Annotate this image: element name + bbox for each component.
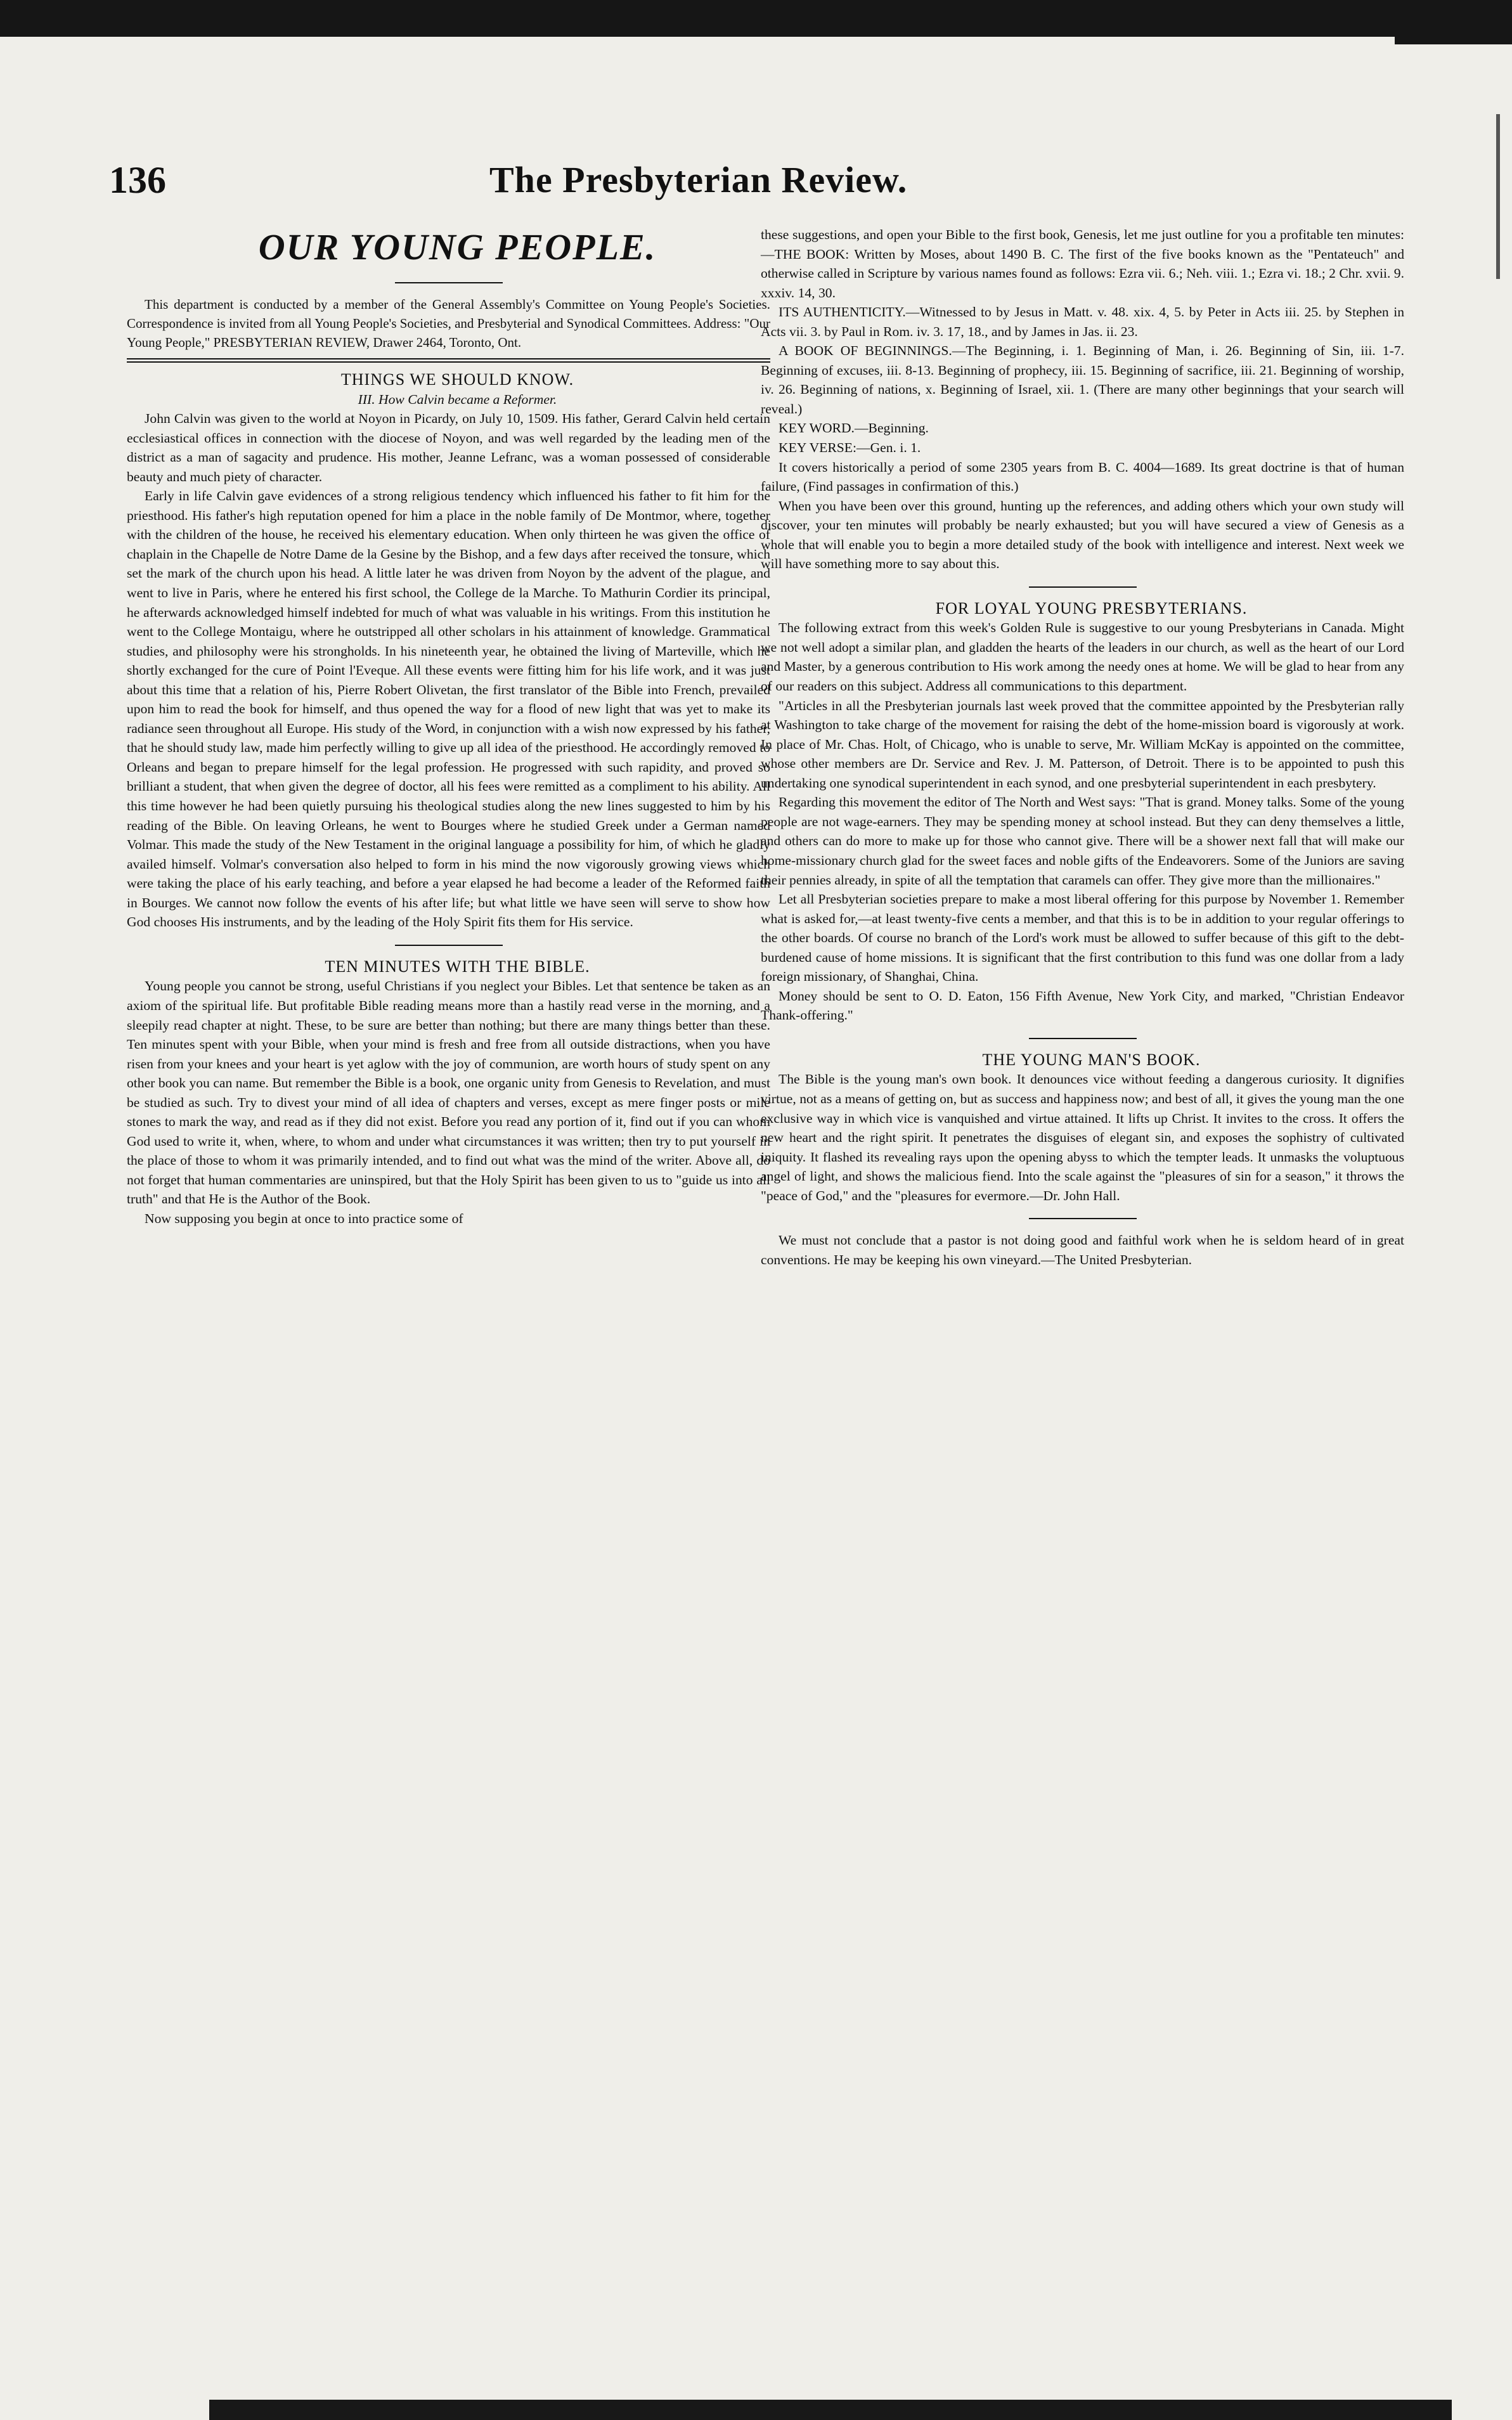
paragraph: KEY VERSE:—Gen. i. 1.	[779, 440, 921, 456]
section-title-young-mans-book: THE YOUNG MAN'S BOOK.	[982, 1050, 1201, 1069]
divider	[1029, 1038, 1137, 1039]
page-header	[109, 159, 1117, 203]
divider	[395, 945, 503, 946]
section-title-things: THINGS WE SHOULD KNOW.	[340, 370, 574, 389]
divider	[1029, 586, 1137, 588]
top-scan-border-edge	[1395, 37, 1512, 44]
paragraph: The following extract from this week's Golden Rule is suggestive to our young Presbyterians in Canada. Might we not well adopt a similar plan, and gladden the hearts of the leaders in our church, as well as the heart of our Lord and Master, by a generous contribution to His work among the needy ones at home. We will be glad to hear from any of our readers on this subject. Address all communications to this department.	[761, 620, 1404, 694]
paragraph: The Bible is the young man's own book. It denounces vice without feeding a dangerous curiosity. It dignifies virtue, not as a means of getting on, but as success and happiness now; and best of all, it gives the young man the one exclusive way in which vice is vanquished and virtue attained. It lifts up Christ. It invites to the cross. It offers the new heart and the right spirit. It penetrates the disguises of elegant sin, and exposes the sophistry of cultivated iniquity. It flashed its revealing rays upon the opening abyss to which the tempter leads. It unmasks the voluptuous angel of light, and shows the malicious fiend. Into the scale against the "pleasures of sin for a season," it throws the "peace of God," and the "pleasures for evermore.—Dr. John Hall.	[761, 1071, 1404, 1203]
paragraph: Young people you cannot be strong, useful Christians if you neglect your Bibles. Let that sentence be taken as an axiom of the spiritual life. But profitable Bible reading means more than a hastily read verse in the morning, and a sleepily read chapter at night. These, to be sure are better than nothing; but there are many things better than these. Ten minutes spent with your Bible, when your mind is fresh and free from all outside distractions, when you have risen from your knees and your heart is yet aglow with the joy of communion, are worth hours of study spent on any other book you can name. But remember the Bible is a book, one organic unity from Genesis to Revelation, and must be studied as such. Try to divest your mind of all idea of chapters and verses, except as mere finger posts or mile stones to mark the way, and read as if they did not exist. Before you read any portion of it, find out if you can whom God used to write it, when, where, to whom and under what circumstances it was written; then try to put yourself in the place of those to whom it was primarily intended, and to find out what was the mind of the writer. Above all, do not forget that human commentaries are uninspired, but that the Holy Spirit has been given to us to "guide us into all truth" and that He is the Author of the Book.	[127, 978, 770, 1207]
paragraph: Let all Presbyterian societies prepare to make a most liberal offering for this purpose by November 1. Remember what is asked for,—at least twenty-five cents a member, and that this is to be in addition to your regular offerings to the other boards. Of course no branch of the Lord's work must be allowed to suffer because of this gift to the debt-burdened cause of home missions. It is significant that the first contribution to this fund was one dollar from a lady foreign missionary, of Shanghai, China.	[761, 891, 1404, 985]
divider	[1029, 1218, 1137, 1219]
section-subtitle-calvin: III. How Calvin became a Reformer.	[358, 391, 557, 407]
page-number: 136	[109, 159, 166, 201]
paragraph: John Calvin was given to the world at Noyon in Picardy, on July 10, 1509. His father, Gerard Calvin held certain ecclesiastical offices in connection with the diocese of Noyon, and was well regarded by the leading men of the district as a man of sagacity and prudence. His mother, Jeanne Lefranc, was a woman possessed of considerable beauty and much piety of character.	[127, 411, 770, 484]
top-scan-border	[0, 0, 1512, 37]
paragraph: A BOOK OF BEGINNINGS.—The Beginning, i. 1. Beginning of Man, i. 26. Beginning of Sin, iii. 1-7. Beginning of excuses, iii. 8-13. Beginning of prophecy, iii. 15. Beginning of sacrifice, iii. 21. Beginning of worship, iv. 26. Beginning of nations, x. Beginning of Israel, xii. 1. (There are many other beginnings that your search will reveal.)	[761, 343, 1404, 417]
paragraph: Early in life Calvin gave evidences of a strong religious tendency which influenced his father to fit him for the priesthood. His father's high reputation opened for him a place in the noble family of De Montmor, where, together with the children of the house, he received his elementary education. When only thirteen he was given the office of chaplain in the Chapelle de Notre Dame de la Gesine by the Bishop, and a few days after received the tonsure, which set the mark of the church upon his head. A little later he was driven from Noyon by the advent of the plague, and went to live in Paris, where he entered his first school, the College de la Marche. To Mathurin Cordier its principal, he afterwards acknowledged himself indebted for much of what was valuable in his writings. From this institution he went to the College Montaigu, where he outstripped all other scholars in his attainment of knowledge. Grammatical studies, and philosophy were his strongholds. In his nineteenth year, he obtained the living of Marteville, which he shortly exchanged for the cure of Point l'Eveque. All these events were fitting him for his life work, and it was just about this time that a relation of his, Pierre Robert Olivetan, the first translator of the Bible into French, prevailed upon him to read the book for himself, and thus opened the way for a flood of new light that was yet to make its radiance seen throughout all Europe. His study of the Word, in conjunction with a wish now expressed by his father, that he should study law, made him perfectly willing to give up all idea of the priesthood. He accordingly removed to Orleans and began to prepare himself for the legal profession. He progressed with such rapidity, and proved so brilliant a student, that when given the degree of doctor, all his fees were remitted as a compliment to his ability. All this time however he had been quietly pursuing his theological studies along the new lines suggested to him by his reading of the Bible. On leaving Orleans, he went to Bourges where he studied Greek under a German named Volmar. This made the study of the New Testament in the original language a possibility for him, of which he gladly availed himself. Volmar's conversation also helped to form in his mind the now vigorously growing views which were taking the place of his early teaching, and before a year elapsed he had become a leader of the Reformed faith in Bourges. We cannot now follow the events of his after life; but what little we have seen will serve to show how God chooses His instruments, and by the leading of the Holy Spirit fits them for His service.	[127, 488, 770, 930]
paragraph: It covers historically a period of some 2305 years from B. C. 4004—1689. Its great doctrine is that of human failure, (Find passages in confirmation of this.)	[761, 459, 1404, 495]
bottom-scan-border	[209, 2400, 1452, 2420]
section-title-loyal: FOR LOYAL YOUNG PRESBYTERIANS.	[935, 599, 1248, 618]
divider	[395, 282, 503, 283]
double-divider	[127, 358, 770, 363]
left-column	[127, 225, 770, 1229]
department-title: OUR YOUNG PEOPLE.	[258, 226, 657, 268]
closing-paragraph: We must not conclude that a pastor is not doing good and faithful work when he is seldom heard of in great conventions. He may be keeping his own vineyard.—The United Presbyterian.	[761, 1233, 1404, 1267]
paragraph: "Articles in all the Presbyterian journals last week proved that the committee appointed by the Presbyterian rally at Washington to take charge of the movement for raising the debt of the home-mission board is vigorously at work. In place of Mr. Chas. Holt, of Chicago, who is unable to serve, Mr. William McKay is appointed on the committee, whose other members are Dr. Service and Rev. J. M. Patterson, of Detroit. There is to be appointed to push this undertaking one synodical superintendent in each synod, and one presbyterial superintendent in each presbytery.	[761, 697, 1404, 791]
paragraph: Now supposing you begin at once to into practice some of	[145, 1210, 463, 1226]
paragraph: KEY WORD.—Beginning.	[779, 420, 929, 436]
page-edge-shadow	[1496, 114, 1500, 279]
department-intro: This department is conducted by a member of the General Assembly's Committee on Young People's Societies. Correspondence is invited from all Young People's Societies, and Presbyterial and Synodical Committees. Address: "Our Young People," PRESBYTERIAN REVIEW, Drawer 2464, Toronto, Ont.	[127, 297, 770, 350]
paragraph: these suggestions, and open your Bible to the first book, Genesis, let me just outline for you a profitable ten minutes:—THE BOOK: Written by Moses, about 1490 B. C. The first of the five books known as the "Pentateuch" and otherwise called in Scripture by various names found as follows: Ezra vii. 6.; Neh. viii. 1.; Ezra vi. 18.; 2 Chr. xvii. 9. xxxiv. 14, 30.	[761, 227, 1404, 301]
paragraph: When you have been over this ground, hunting up the references, and adding others which your own study will discover, your ten minutes will probably be nearly exhausted; but you will have secured a view of Genesis as a whole that will enable you to begin a more detailed study of the book with intelligence and interest. Next week we will have something more to say about this.	[761, 498, 1404, 572]
paragraph: Regarding this movement the editor of The North and West says: "That is grand. Money talks. Some of the young people are not wage-earners. They may be spending money at school instead. But they can deny themselves a little, and others can do more to make up for those who cannot give. There will be a shower next fall that will make our home-missionary church glad for the sweet faces and noble gifts of the Endeavorers. Some of the Juniors are saving their pennies already, in spite of all the temptation that caramels can offer. They give more than the millionaires."	[761, 794, 1404, 888]
right-column	[761, 225, 1404, 1269]
section-title-ten-minutes: TEN MINUTES WITH THE BIBLE.	[325, 957, 590, 976]
running-title: The Presbyterian Review.	[489, 159, 908, 200]
paragraph: ITS AUTHENTICITY.—Witnessed to by Jesus in Matt. v. 48. xix. 4, 5. by Peter in Acts iii. 25. by Stephen in Acts vii. 3. by Paul in Rom. iv. 3. 17, 18., and by James in Jas. ii. 23.	[761, 304, 1404, 339]
paragraph: Money should be sent to O. D. Eaton, 156 Fifth Avenue, New York City, and marked, "Christian Endeavor Thank-offering."	[761, 988, 1404, 1023]
